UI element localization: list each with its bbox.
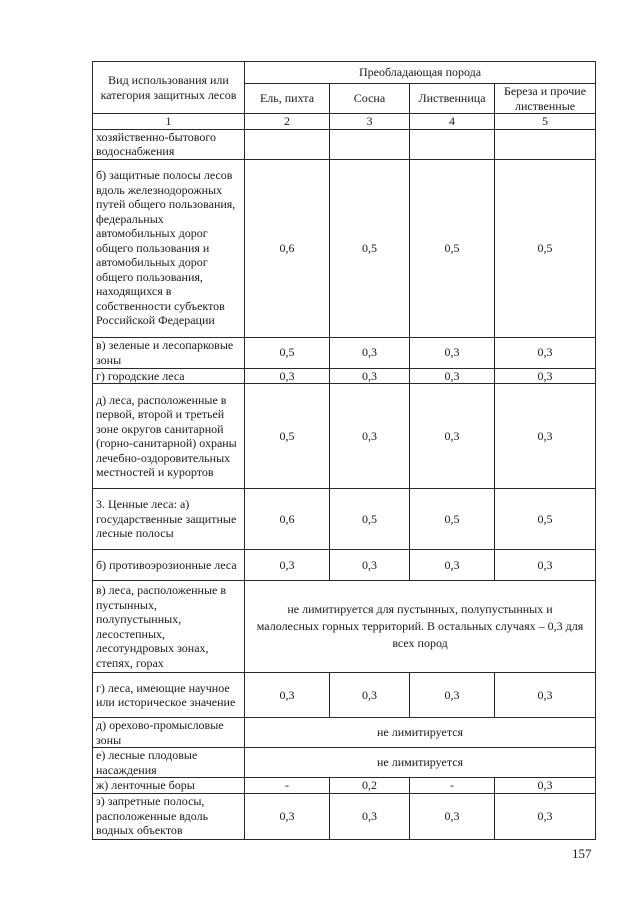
- table-row: [93, 337, 596, 368]
- merged-note-cell: не лимитируется для пустынных, полупустынных и малолесных горных территорий. В остальных случаях – 0,3 для всех пород: [245, 581, 596, 673]
- table-row: [93, 159, 596, 337]
- table-row: [93, 778, 596, 794]
- row-name: ж) ленточные боры: [93, 778, 245, 794]
- header-species-larch: Лиственница: [410, 84, 495, 114]
- header-row: [93, 62, 596, 84]
- cell-value: -: [245, 778, 330, 794]
- cell-value: 0,6: [245, 489, 330, 550]
- row-name: г) леса, имеющие научное или историческое значение: [93, 673, 245, 718]
- cell-value: [245, 129, 330, 159]
- row-name: г) городские леса: [93, 368, 245, 384]
- merged-note-cell: не лимитируется: [245, 748, 596, 778]
- table-row: [93, 748, 596, 778]
- table-row: [93, 384, 596, 489]
- table-row: [93, 581, 596, 673]
- row-name: б) противоэрозионные леса: [93, 550, 245, 581]
- header-species-group: Преобладающая порода: [245, 62, 596, 84]
- row-name: д) орехово-промысловые зоны: [93, 718, 245, 748]
- forest-use-table: [92, 61, 596, 840]
- row-name: в) зеленые и лесопарковые зоны: [93, 337, 245, 368]
- cell-value: 0,3: [330, 368, 410, 384]
- cell-value: 0,5: [245, 384, 330, 489]
- header-species-birch: Береза и прочие лиственные: [495, 84, 596, 114]
- row-name: д) леса, расположенные в первой, второй и третьей зоне округов санитарной (горно-санитарной) охраны лечебно-оздоровительных местностей и курортов: [93, 384, 245, 489]
- cell-value: 0,3: [410, 337, 495, 368]
- page-number: 157: [572, 846, 592, 861]
- column-number: 3: [330, 114, 410, 130]
- cell-value: 0,3: [330, 673, 410, 718]
- cell-value: [330, 129, 410, 159]
- cell-value: 0,3: [495, 337, 596, 368]
- cell-value: 0,3: [245, 368, 330, 384]
- table-row: [93, 718, 596, 748]
- table-row: [93, 673, 596, 718]
- cell-value: 0,3: [330, 337, 410, 368]
- cell-value: 0,5: [410, 489, 495, 550]
- cell-value: [410, 129, 495, 159]
- cell-value: 0,3: [410, 384, 495, 489]
- row-name: е) лесные плодовые насаждения: [93, 748, 245, 778]
- table-row: [93, 793, 596, 839]
- table-row: [93, 550, 596, 581]
- cell-value: 0,3: [495, 550, 596, 581]
- cell-value: -: [410, 778, 495, 794]
- table-row: [93, 489, 596, 550]
- cell-value: 0,3: [495, 793, 596, 839]
- cell-value: 0,3: [495, 673, 596, 718]
- header-species-pine: Сосна: [330, 84, 410, 114]
- cell-value: 0,5: [330, 159, 410, 337]
- cell-value: 0,5: [245, 337, 330, 368]
- column-number: 5: [495, 114, 596, 130]
- cell-value: 0,3: [245, 673, 330, 718]
- row-name: в) леса, расположенные в пустынных, полупустынных, лесостепных, лесотундровых зонах, степях, горах: [93, 581, 245, 673]
- row-name: з) запретные полосы, расположенные вдоль водных объектов: [93, 793, 245, 839]
- cell-value: 0,3: [245, 793, 330, 839]
- cell-value: 0,2: [330, 778, 410, 794]
- table-row: [93, 368, 596, 384]
- cell-value: 0,3: [410, 550, 495, 581]
- cell-value: 0,3: [495, 384, 596, 489]
- cell-value: 0,5: [410, 159, 495, 337]
- header-category: Вид использования или категория защитных лесов: [93, 62, 245, 114]
- column-number: 2: [245, 114, 330, 130]
- cell-value: 0,3: [410, 368, 495, 384]
- cell-value: 0,3: [330, 793, 410, 839]
- merged-note-cell: не лимитируется: [245, 718, 596, 748]
- column-number: 1: [93, 114, 245, 130]
- cell-value: 0,3: [330, 550, 410, 581]
- cell-value: 0,3: [245, 550, 330, 581]
- cell-value: 0,5: [495, 159, 596, 337]
- column-number-row: [93, 114, 596, 130]
- header-species-spruce: Ель, пихта: [245, 84, 330, 114]
- table-row: [93, 129, 596, 159]
- cell-value: 0,3: [330, 384, 410, 489]
- cell-value: 0,3: [410, 673, 495, 718]
- cell-value: 0,3: [410, 793, 495, 839]
- row-name: 3. Ценные леса: а) государственные защитные лесные полосы: [93, 489, 245, 550]
- row-name: хозяйственно-бытового водоснабжения: [93, 129, 245, 159]
- cell-value: 0,6: [245, 159, 330, 337]
- cell-value: 0,5: [330, 489, 410, 550]
- cell-value: [495, 129, 596, 159]
- cell-value: 0,3: [495, 778, 596, 794]
- column-number: 4: [410, 114, 495, 130]
- cell-value: 0,5: [495, 489, 596, 550]
- row-name: б) защитные полосы лесов вдоль железнодорожных путей общего пользования, федеральных автомобильных дорог общего пользования и автомобильных дорог общего пользования, находящихся в собственности субъектов Российской Федерации: [93, 159, 245, 337]
- cell-value: 0,3: [495, 368, 596, 384]
